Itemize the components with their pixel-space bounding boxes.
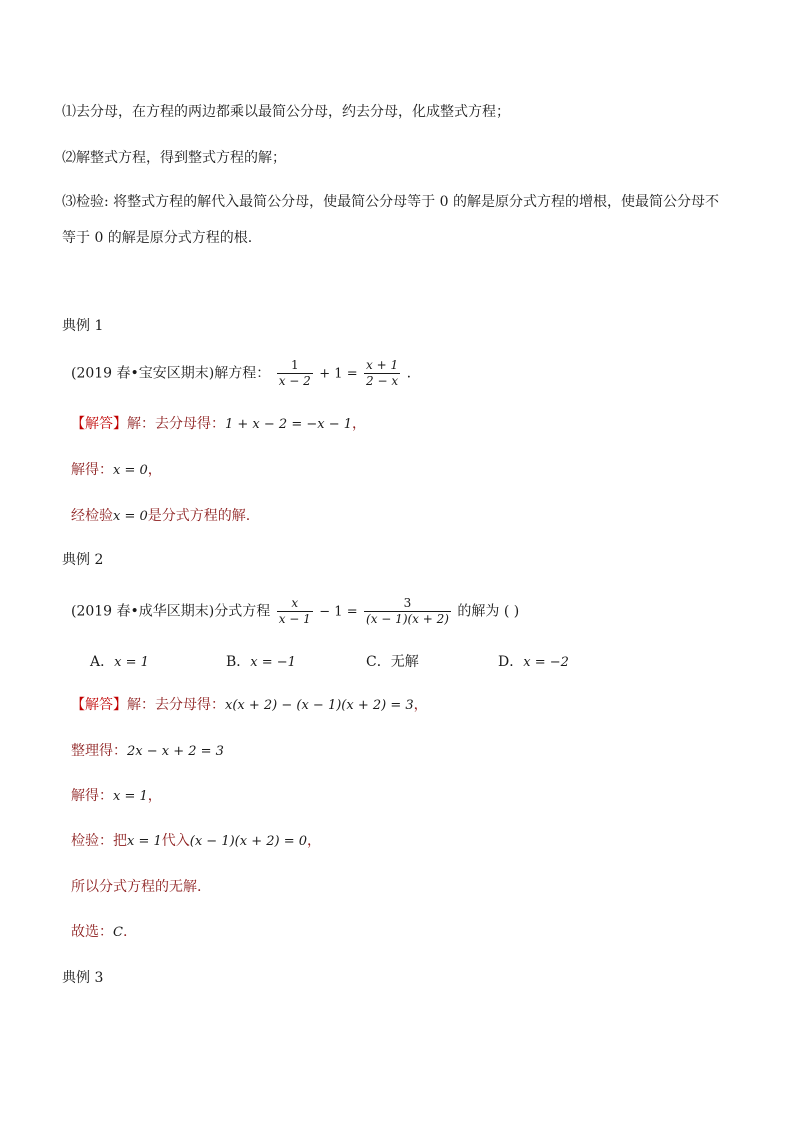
- example-2-conclusion: 所以分式方程的无解.: [71, 879, 202, 895]
- answer-tag: 【解答】: [71, 416, 127, 432]
- example-2-solve: [71, 786, 162, 807]
- solve-comma: ，: [147, 462, 162, 478]
- fraction-4-numerator: 3: [403, 596, 412, 610]
- example-1-answer: [71, 414, 366, 435]
- choice-a-letter: A．: [90, 654, 115, 670]
- check-equation-2: (x − 1)(x + 2) = 0: [189, 834, 308, 849]
- fraction-1: [277, 358, 313, 389]
- choice-b: [226, 651, 296, 671]
- solve-comma: ，: [147, 788, 162, 804]
- fraction-2-denominator: 2 − x: [366, 374, 399, 388]
- check-mid: 代入: [161, 833, 190, 849]
- select-label: 故选：: [71, 924, 113, 940]
- choice-d-content: x = −2: [523, 655, 569, 670]
- question-period: .: [406, 365, 412, 382]
- example-2-check: [71, 831, 321, 852]
- step-2: ⑵解整式方程，得到整式方程的解；: [62, 150, 286, 166]
- example-2-heading: 典例 2: [62, 552, 104, 568]
- answer-comma: ，: [352, 416, 366, 432]
- example-1-heading: 典例 1: [62, 318, 104, 334]
- select-end: .: [122, 924, 128, 940]
- fraction-4-denominator: (x − 1)(x + 2): [366, 612, 449, 626]
- check-prefix: 经检验: [71, 508, 113, 524]
- solve-label: 解得：: [71, 462, 113, 478]
- example-2-question: [71, 596, 519, 627]
- fraction-3-denominator: x − 1: [278, 612, 311, 626]
- choice-a: [90, 651, 149, 671]
- answer-text: 解：去分母得：: [127, 416, 225, 432]
- example-3-heading: 典例 3: [62, 970, 104, 986]
- example-2-select: [71, 922, 127, 943]
- answer-equation: 1 + x − 2 = −x − 1: [225, 417, 352, 432]
- plus-one: + 1 =: [319, 366, 358, 382]
- minus-one: − 1 =: [319, 604, 358, 620]
- answer-equation: x(x + 2) − (x − 1)(x + 2) = 3: [225, 698, 414, 713]
- simplify-label: 整理得：: [71, 743, 127, 759]
- choice-b-letter: B．: [226, 654, 251, 670]
- answer-comma: ，: [413, 697, 428, 713]
- fraction-3-numerator: x: [291, 596, 299, 610]
- example-2-simplify: [71, 741, 224, 762]
- step-1: ⑴去分母，在方程的两边都乘以最简公分母，约去分母，化成整式方程；: [62, 104, 510, 120]
- step-3-line-1: ⑶检验: 将整式方程的解代入最简公分母，使最简公分母等于 0 的解是原分式方程的增根，使最简公分母不: [62, 194, 719, 210]
- check-label: 检验：把: [71, 833, 127, 849]
- answer-tag: 【解答】: [71, 697, 127, 713]
- check-equation: x = 0: [113, 509, 148, 524]
- simplify-equation: 2x − x + 2 = 3: [127, 744, 224, 759]
- choice-c: [366, 651, 419, 671]
- example-1-question: [71, 358, 411, 389]
- check-suffix: 是分式方程的解.: [147, 508, 251, 524]
- fraction-1-numerator: 1: [290, 358, 299, 372]
- fraction-1-denominator: x − 2: [278, 374, 311, 388]
- solve-equation: x = 1: [113, 789, 148, 804]
- choice-b-content: x = −1: [250, 655, 296, 670]
- choice-d-letter: D．: [498, 654, 524, 670]
- solve-equation: x = 0: [113, 463, 148, 478]
- step-3-line-2: 等于 0 的解是原分式方程的根.: [62, 230, 253, 246]
- fraction-2: [364, 358, 400, 389]
- example-1-check: [71, 506, 250, 527]
- choice-d: [498, 651, 569, 671]
- example-2-source: (2019 春•成华区期末)分式方程: [71, 603, 271, 620]
- fraction-3: [277, 596, 313, 627]
- example-1-source: (2019 春•宝安区期末)解方程：: [71, 365, 271, 382]
- choice-a-content: x = 1: [114, 655, 149, 670]
- question-tail: 的解为 ( ): [457, 603, 520, 620]
- fraction-4: [364, 596, 451, 627]
- answer-text: 解：去分母得：: [127, 697, 225, 713]
- example-2-answer: [71, 695, 428, 716]
- check-comma: ，: [307, 833, 322, 849]
- choice-c-letter: C．: [366, 654, 391, 670]
- choice-c-content: 无解: [390, 654, 419, 670]
- check-equation-1: x = 1: [127, 834, 162, 849]
- solve-label: 解得：: [71, 788, 113, 804]
- select-value: C: [113, 925, 123, 940]
- fraction-2-numerator: x + 1: [366, 358, 399, 372]
- example-1-solve: [71, 460, 162, 481]
